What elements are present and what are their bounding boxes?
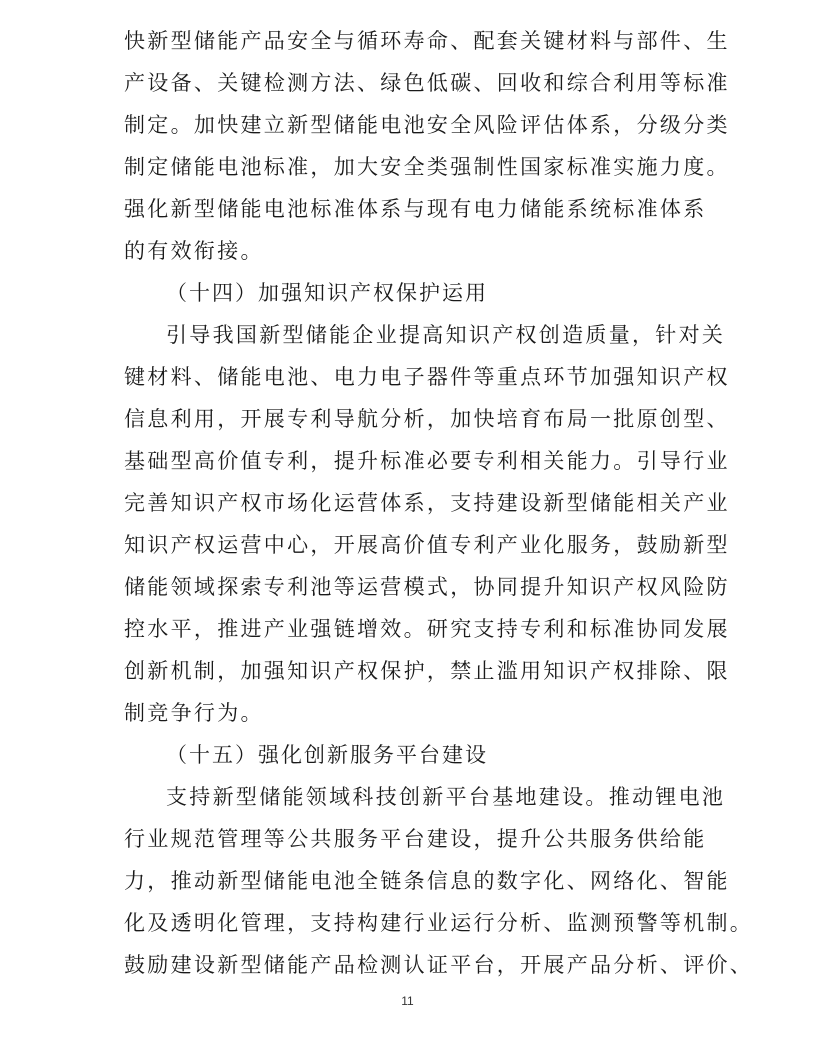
text-line: 信息利用，开展专利导航分析，加快培育布局一批原创型、 [124,407,730,431]
text-line: 制竞争行为。 [124,701,264,725]
text-line: 力，推动新型储能电池全链条信息的数字化、网络化、智能 [124,869,730,893]
text-line: 强化新型储能电池标准体系与现有电力储能系统标准体系 [124,197,707,221]
text-line: 储能领域探索专利池等运营模式，协同提升知识产权风险防 [124,575,730,599]
text-line: 行业规范管理等公共服务平台建设，提升公共服务供给能 [124,827,707,851]
section-heading-14: （十四）加强知识产权保护运用 [166,281,488,305]
text-line: 化及透明化管理，支持构建行业运行分析、监测预警等机制。 [124,911,754,935]
text-line: 产设备、关键检测方法、绿色低碳、回收和综合利用等标准 [124,71,730,95]
text-line: 基础型高价值专利，提升标准必要专利相关能力。引导行业 [124,449,730,473]
text-line: 键材料、储能电池、电力电子器件等重点环节加强知识产权 [124,365,730,389]
text-line: 创新机制，加强知识产权保护，禁止滥用知识产权排除、限 [124,659,730,683]
text-line: 的有效衔接。 [124,239,264,263]
text-line: 控水平，推进产业强链增效。研究支持专利和标准协同发展 [124,617,730,641]
text-line: 制定储能电池标准，加大安全类强制性国家标准实施力度。 [124,155,730,179]
paragraph-first-line: 引导我国新型储能企业提高知识产权创造质量，针对关 [166,323,726,347]
page-number: 11 [401,994,414,1008]
text-line: 完善知识产权市场化运营体系，支持建设新型储能相关产业 [124,491,730,515]
paragraph-first-line: 支持新型储能领域科技创新平台基地建设。推动锂电池 [166,785,726,809]
text-line: 制定。加快建立新型储能电池安全风险评估体系，分级分类 [124,113,730,137]
text-line: 鼓励建设新型储能产品检测认证平台，开展产品分析、评价、 [124,953,754,977]
text-line: 快新型储能产品安全与循环寿命、配套关键材料与部件、生 [124,29,730,53]
section-heading-15: （十五）强化创新服务平台建设 [166,743,488,767]
text-line: 知识产权运营中心，开展高价值专利产业化服务，鼓励新型 [124,533,730,557]
